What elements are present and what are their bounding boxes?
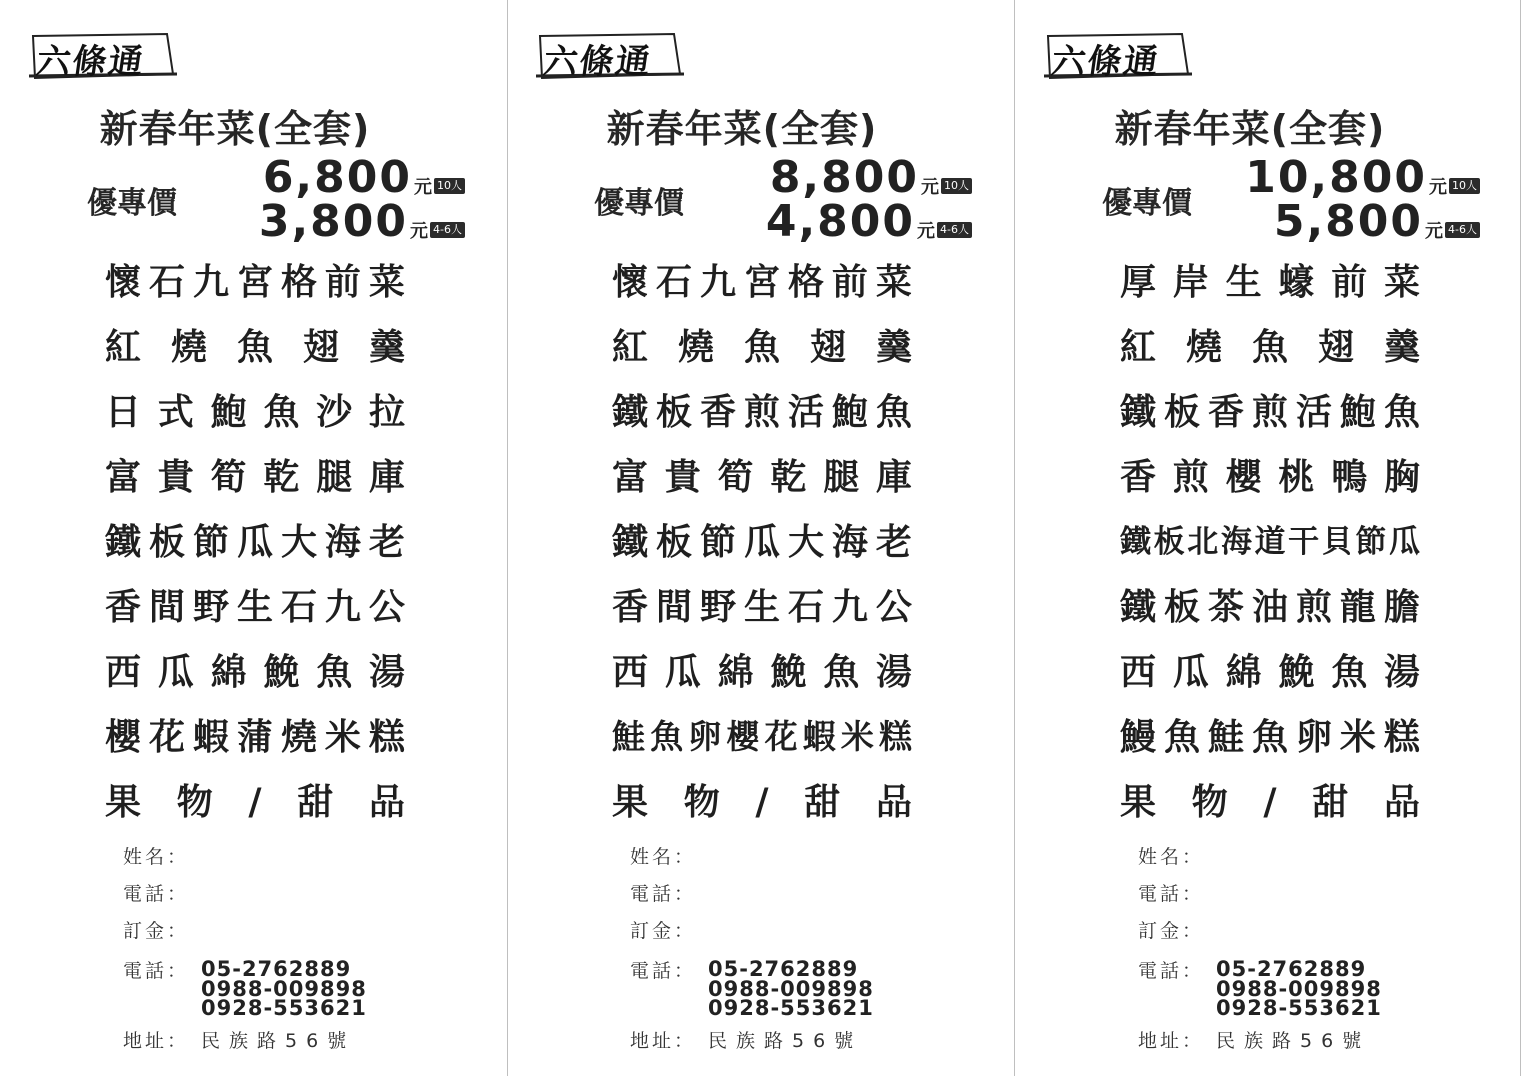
dish-char: 卵 bbox=[1295, 716, 1332, 758]
order-form bbox=[1138, 842, 1204, 953]
phone-field-label: 電話： bbox=[123, 883, 190, 905]
dish-char: 香 bbox=[612, 586, 649, 628]
dish-char: 米 bbox=[324, 716, 361, 758]
price-unit: 元 bbox=[917, 221, 936, 242]
phone-list bbox=[201, 957, 367, 1020]
dish-char: 果 bbox=[1120, 781, 1157, 823]
contact-block bbox=[123, 957, 367, 1020]
dish-char: 板 bbox=[1163, 586, 1200, 628]
address-value: 民族路56號 bbox=[1216, 1030, 1371, 1052]
dish-item bbox=[1120, 577, 1420, 642]
dish-char: 野 bbox=[699, 586, 736, 628]
address-row bbox=[1138, 1028, 1370, 1054]
dish-char: 海 bbox=[1220, 524, 1252, 560]
dish-char: 茶 bbox=[1207, 586, 1244, 628]
dish-char: 魚 bbox=[1251, 716, 1288, 758]
dish-char: 板 bbox=[1153, 524, 1185, 560]
dish-char: 瓜 bbox=[1389, 524, 1420, 560]
dish-char: 羹 bbox=[368, 326, 405, 368]
price-unit: 元 bbox=[410, 221, 429, 242]
serving-size-badge: 10人 bbox=[1449, 178, 1480, 194]
dish-char: 甜 bbox=[1312, 781, 1349, 823]
menu-panel bbox=[25, 0, 462, 1076]
dish-char: 鮸 bbox=[263, 651, 300, 693]
name-field-label: 姓名： bbox=[630, 846, 697, 868]
menu-title: 新春年菜(全套) bbox=[1114, 107, 1386, 151]
dish-char: 拉 bbox=[368, 391, 405, 433]
restaurant-logo bbox=[534, 30, 684, 82]
dish-char: 油 bbox=[1251, 586, 1288, 628]
restaurant-logo bbox=[1042, 30, 1192, 82]
dish-char: 鴨 bbox=[1331, 456, 1368, 498]
price-label: 優專價 bbox=[87, 186, 177, 221]
dish-char: 翅 bbox=[809, 326, 846, 368]
dish-char: 菜 bbox=[1383, 261, 1420, 303]
dish-char: 蠔 bbox=[1278, 261, 1315, 303]
dish-char: 九 bbox=[831, 586, 868, 628]
dish-char: 九 bbox=[699, 261, 736, 303]
dish-char: 香 bbox=[1207, 391, 1244, 433]
dish-char: 菜 bbox=[368, 261, 405, 303]
menu-panel bbox=[1040, 0, 1477, 1076]
address-label: 地址： bbox=[1138, 1030, 1205, 1052]
dish-char: 膽 bbox=[1383, 586, 1420, 628]
dish-char: 魚 bbox=[823, 651, 860, 693]
price-label: 優專價 bbox=[594, 186, 684, 221]
dish-char: 腿 bbox=[823, 456, 860, 498]
dish-char: 翅 bbox=[302, 326, 339, 368]
dish-char: 羹 bbox=[1383, 326, 1420, 368]
price-amount: 5,800 bbox=[1273, 196, 1424, 247]
address-label: 地址： bbox=[123, 1030, 190, 1052]
dish-list bbox=[1120, 252, 1420, 837]
dish-char: 貴 bbox=[664, 456, 701, 498]
dish-item bbox=[1120, 772, 1420, 837]
dish-char: 鮸 bbox=[770, 651, 807, 693]
dish-char: 鐵 bbox=[612, 521, 649, 563]
dish-char: 西 bbox=[612, 651, 649, 693]
dish-item bbox=[612, 317, 912, 382]
dish-char: 湯 bbox=[1383, 651, 1420, 693]
price-row bbox=[769, 150, 972, 203]
dish-char: / bbox=[248, 781, 262, 823]
phone-number: 0988-009898 bbox=[1216, 976, 1382, 1001]
dish-char: 乾 bbox=[770, 456, 807, 498]
dish-char: 菜 bbox=[875, 261, 912, 303]
dish-char: 魚 bbox=[263, 391, 300, 433]
phone-list bbox=[708, 957, 874, 1020]
dish-char: 瓜 bbox=[157, 651, 194, 693]
dish-char: 鐵 bbox=[105, 521, 142, 563]
dish-char: 九 bbox=[192, 261, 229, 303]
name-field-label: 姓名： bbox=[123, 846, 190, 868]
contact-phone-label: 電話： bbox=[1138, 960, 1205, 982]
dish-char: 干 bbox=[1288, 524, 1320, 560]
dish-item bbox=[1120, 382, 1420, 447]
dish-char: 鐵 bbox=[1120, 391, 1157, 433]
menu-panel bbox=[532, 0, 969, 1076]
address-row bbox=[630, 1028, 862, 1054]
panel-divider bbox=[507, 0, 508, 1076]
dish-char: 米 bbox=[840, 717, 874, 756]
dish-char: 大 bbox=[280, 521, 317, 563]
dish-char: 魚 bbox=[875, 391, 912, 433]
serving-size-badge: 4-6人 bbox=[937, 222, 972, 238]
panel-divider bbox=[1014, 0, 1015, 1076]
dish-char: 魚 bbox=[1251, 326, 1288, 368]
price-amount: 3,800 bbox=[258, 196, 409, 247]
dish-char: 瓜 bbox=[743, 521, 780, 563]
dish-char: 庫 bbox=[875, 456, 912, 498]
price-unit: 元 bbox=[1425, 221, 1444, 242]
price-row bbox=[765, 194, 972, 247]
dish-char: 活 bbox=[787, 391, 824, 433]
panel-divider bbox=[1520, 0, 1521, 1076]
dish-char: 間 bbox=[148, 586, 185, 628]
price-amount: 10,800 bbox=[1245, 152, 1427, 203]
dish-item bbox=[1120, 707, 1420, 772]
dish-char: 櫻 bbox=[726, 717, 760, 756]
dish-char: 板 bbox=[655, 391, 692, 433]
dish-char: 煎 bbox=[743, 391, 780, 433]
phone-number: 0928-553621 bbox=[201, 996, 367, 1020]
dish-item bbox=[105, 707, 405, 772]
dish-char: 板 bbox=[655, 521, 692, 563]
dish-char: 櫻 bbox=[105, 716, 142, 758]
dish-item bbox=[105, 512, 405, 577]
phone-number: 0988-009898 bbox=[708, 976, 874, 1001]
serving-size-badge: 4-6人 bbox=[430, 222, 465, 238]
dish-char: 花 bbox=[148, 716, 185, 758]
dish-char: 品 bbox=[1383, 781, 1420, 823]
phone-number: 05-2762889 bbox=[201, 957, 352, 981]
price-unit: 元 bbox=[921, 177, 939, 198]
price-unit: 元 bbox=[414, 177, 432, 198]
dish-char: 鐵 bbox=[612, 391, 649, 433]
phone-list bbox=[1216, 957, 1382, 1020]
contact-block bbox=[1138, 957, 1382, 1020]
dish-char: 翅 bbox=[1317, 326, 1354, 368]
deposit-field-label: 訂金： bbox=[123, 920, 190, 942]
dish-char: 物 bbox=[683, 781, 720, 823]
dish-char: 鰻 bbox=[1120, 716, 1157, 758]
dish-char: 糕 bbox=[1383, 716, 1420, 758]
dish-char: 鐵 bbox=[1120, 524, 1151, 560]
address-value: 民族路56號 bbox=[708, 1030, 863, 1052]
phone-number: 05-2762889 bbox=[1216, 957, 1367, 981]
dish-item bbox=[105, 317, 405, 382]
dish-char: 格 bbox=[280, 261, 317, 303]
dish-char: 前 bbox=[324, 261, 361, 303]
dish-char: 野 bbox=[192, 586, 229, 628]
dish-char: 生 bbox=[1225, 261, 1262, 303]
dish-char: 煎 bbox=[1172, 456, 1209, 498]
price-unit: 元 bbox=[1429, 177, 1447, 198]
dish-item bbox=[105, 642, 405, 707]
dish-char: 湯 bbox=[368, 651, 405, 693]
dish-char: 筍 bbox=[210, 456, 247, 498]
dish-char: 魚 bbox=[1331, 651, 1368, 693]
dish-char: 庫 bbox=[368, 456, 405, 498]
dish-char: 沙 bbox=[316, 391, 353, 433]
dish-char: 櫻 bbox=[1225, 456, 1262, 498]
dish-char: 貴 bbox=[157, 456, 194, 498]
dish-char: 板 bbox=[1163, 391, 1200, 433]
phone-number: 0928-553621 bbox=[1216, 996, 1382, 1020]
price-row bbox=[262, 150, 465, 203]
dish-char: 綿 bbox=[717, 651, 754, 693]
dish-char: 日 bbox=[105, 391, 142, 433]
dish-char: 品 bbox=[368, 781, 405, 823]
dish-char: 厚 bbox=[1120, 261, 1157, 303]
deposit-field-label: 訂金： bbox=[1138, 920, 1205, 942]
dish-char: 富 bbox=[612, 456, 649, 498]
serving-size-badge: 4-6人 bbox=[1445, 222, 1480, 238]
contact-phone-label: 電話： bbox=[630, 960, 697, 982]
price-amount: 6,800 bbox=[262, 152, 412, 203]
dish-char: 紅 bbox=[105, 326, 142, 368]
dish-char: 物 bbox=[1191, 781, 1228, 823]
address-value: 民族路56號 bbox=[201, 1030, 356, 1052]
dish-char: 香 bbox=[1120, 456, 1157, 498]
dish-item bbox=[105, 252, 405, 317]
dish-char: 綿 bbox=[1225, 651, 1262, 693]
serving-size-badge: 10人 bbox=[941, 178, 972, 194]
price-amount: 4,800 bbox=[765, 196, 916, 247]
dish-char: 米 bbox=[1339, 716, 1376, 758]
dish-char: 糕 bbox=[368, 716, 405, 758]
dish-char: 大 bbox=[787, 521, 824, 563]
dish-char: 香 bbox=[699, 391, 736, 433]
dish-item bbox=[612, 512, 912, 577]
dish-char: 老 bbox=[875, 521, 912, 563]
dish-char: 花 bbox=[764, 717, 798, 756]
dish-char: 石 bbox=[148, 261, 185, 303]
dish-item bbox=[105, 772, 405, 837]
dish-char: 湯 bbox=[875, 651, 912, 693]
menu-title: 新春年菜(全套) bbox=[99, 107, 371, 151]
dish-item bbox=[612, 577, 912, 642]
dish-item bbox=[612, 707, 912, 772]
dish-char: 宮 bbox=[743, 261, 780, 303]
dish-char: 甜 bbox=[804, 781, 841, 823]
dish-char: 筍 bbox=[717, 456, 754, 498]
dish-char: 蝦 bbox=[802, 717, 836, 756]
dish-char: 懷 bbox=[105, 261, 142, 303]
dish-list bbox=[612, 252, 912, 837]
dish-item bbox=[612, 252, 912, 317]
dish-char: 生 bbox=[743, 586, 780, 628]
dish-item bbox=[1120, 317, 1420, 382]
dish-char: 羹 bbox=[875, 326, 912, 368]
dish-char: 煎 bbox=[1295, 586, 1332, 628]
dish-char: 道 bbox=[1254, 524, 1286, 560]
dish-item bbox=[1120, 447, 1420, 512]
serving-size-badge: 10人 bbox=[434, 178, 465, 194]
dish-char: 乾 bbox=[263, 456, 300, 498]
dish-char: 燒 bbox=[280, 716, 317, 758]
price-row bbox=[258, 194, 465, 247]
order-form bbox=[630, 842, 696, 953]
dish-char: 物 bbox=[176, 781, 213, 823]
dish-char: 鮭 bbox=[612, 717, 645, 756]
dish-char: 瓜 bbox=[664, 651, 701, 693]
dish-char: 懷 bbox=[612, 261, 649, 303]
dish-char: 西 bbox=[1120, 651, 1157, 693]
dish-char: 活 bbox=[1295, 391, 1332, 433]
dish-char: 宮 bbox=[236, 261, 273, 303]
dish-item bbox=[1120, 512, 1420, 577]
deposit-field-label: 訂金： bbox=[630, 920, 697, 942]
dish-item bbox=[105, 447, 405, 512]
phone-number: 05-2762889 bbox=[708, 957, 859, 981]
dish-char: 煎 bbox=[1251, 391, 1288, 433]
dish-char: 前 bbox=[1331, 261, 1368, 303]
dish-char: 石 bbox=[655, 261, 692, 303]
dish-char: / bbox=[755, 781, 769, 823]
dish-char: 龍 bbox=[1339, 586, 1376, 628]
dish-char: 紅 bbox=[612, 326, 649, 368]
dish-char: 瓜 bbox=[1172, 651, 1209, 693]
dish-item bbox=[105, 382, 405, 447]
dish-char: 魚 bbox=[1163, 716, 1200, 758]
dish-char: 瓜 bbox=[236, 521, 273, 563]
logo-text: 六條通 bbox=[1048, 42, 1163, 82]
dish-char: 貝 bbox=[1321, 524, 1353, 560]
dish-char: 鮭 bbox=[1207, 716, 1244, 758]
dish-char: 胸 bbox=[1383, 456, 1420, 498]
address-row bbox=[123, 1028, 355, 1054]
dish-char: 公 bbox=[875, 586, 912, 628]
dish-char: 西 bbox=[105, 651, 142, 693]
dish-char: 卵 bbox=[688, 717, 722, 756]
dish-char: 果 bbox=[612, 781, 649, 823]
dish-char: 北 bbox=[1187, 524, 1219, 560]
price-label: 優專價 bbox=[1102, 186, 1192, 221]
dish-item bbox=[1120, 252, 1420, 317]
dish-item bbox=[612, 447, 912, 512]
dish-list bbox=[105, 252, 405, 837]
dish-char: 蝦 bbox=[192, 716, 229, 758]
contact-block bbox=[630, 957, 874, 1020]
dish-char: 桃 bbox=[1278, 456, 1315, 498]
logo-text: 六條通 bbox=[33, 42, 148, 82]
dish-char: 石 bbox=[787, 586, 824, 628]
dish-char: 魚 bbox=[236, 326, 273, 368]
restaurant-logo bbox=[27, 30, 177, 82]
dish-char: 鮑 bbox=[831, 391, 868, 433]
phone-number: 0988-009898 bbox=[201, 976, 367, 1001]
dish-char: 石 bbox=[280, 586, 317, 628]
price-row bbox=[1273, 194, 1480, 247]
dish-char: 富 bbox=[105, 456, 142, 498]
dish-char: 節 bbox=[1355, 524, 1387, 560]
dish-char: 紅 bbox=[1120, 326, 1157, 368]
dish-item bbox=[612, 382, 912, 447]
price-amount: 8,800 bbox=[769, 152, 919, 203]
dish-char: 鮑 bbox=[1339, 391, 1376, 433]
dish-char: 腿 bbox=[316, 456, 353, 498]
dish-char: 魚 bbox=[1383, 391, 1420, 433]
dish-char: 甜 bbox=[297, 781, 334, 823]
dish-char: 公 bbox=[368, 586, 405, 628]
dish-char: 糕 bbox=[878, 717, 912, 756]
dish-char: 燒 bbox=[170, 326, 207, 368]
dish-char: 品 bbox=[875, 781, 912, 823]
dish-char: 鮸 bbox=[1278, 651, 1315, 693]
dish-char: 魚 bbox=[316, 651, 353, 693]
dish-item bbox=[1120, 642, 1420, 707]
dish-item bbox=[105, 577, 405, 642]
dish-item bbox=[612, 642, 912, 707]
dish-char: 生 bbox=[236, 586, 273, 628]
address-label: 地址： bbox=[630, 1030, 697, 1052]
dish-char: 前 bbox=[831, 261, 868, 303]
dish-char: 香 bbox=[105, 586, 142, 628]
dish-char: 節 bbox=[699, 521, 736, 563]
dish-char: 岸 bbox=[1172, 261, 1209, 303]
contact-phone-label: 電話： bbox=[123, 960, 190, 982]
dish-char: 蒲 bbox=[236, 716, 273, 758]
phone-field-label: 電話： bbox=[630, 883, 697, 905]
dish-char: 板 bbox=[148, 521, 185, 563]
dish-char: 果 bbox=[105, 781, 142, 823]
menu-title: 新春年菜(全套) bbox=[606, 107, 878, 151]
phone-field-label: 電話： bbox=[1138, 883, 1205, 905]
dish-char: 燒 bbox=[1185, 326, 1222, 368]
dish-char: 海 bbox=[324, 521, 361, 563]
dish-char: 綿 bbox=[210, 651, 247, 693]
logo-text: 六條通 bbox=[540, 42, 655, 82]
price-row bbox=[1245, 150, 1480, 203]
dish-char: 鐵 bbox=[1120, 586, 1157, 628]
phone-number: 0928-553621 bbox=[708, 996, 874, 1020]
dish-char: 節 bbox=[192, 521, 229, 563]
dish-item bbox=[612, 772, 912, 837]
dish-char: 魚 bbox=[650, 717, 684, 756]
dish-char: 海 bbox=[831, 521, 868, 563]
dish-char: 魚 bbox=[743, 326, 780, 368]
dish-char: 間 bbox=[655, 586, 692, 628]
dish-char: 式 bbox=[157, 391, 194, 433]
dish-char: 老 bbox=[368, 521, 405, 563]
dish-char: 燒 bbox=[677, 326, 714, 368]
dish-char: 九 bbox=[324, 586, 361, 628]
order-form bbox=[123, 842, 189, 953]
dish-char: 鮑 bbox=[210, 391, 247, 433]
dish-char: 格 bbox=[787, 261, 824, 303]
name-field-label: 姓名： bbox=[1138, 846, 1205, 868]
dish-char: / bbox=[1263, 781, 1277, 823]
